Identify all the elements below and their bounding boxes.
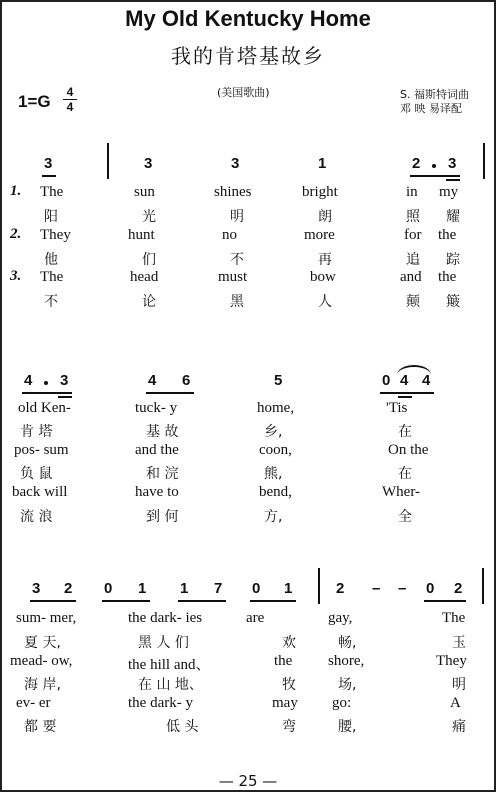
lyric: They	[40, 227, 71, 243]
lyric: ev- er	[16, 695, 51, 711]
lyric-cn: 畅,	[338, 635, 357, 651]
lyric-cn: 弯	[282, 719, 296, 735]
note: 3	[32, 580, 41, 597]
lyric-cn: 场,	[338, 677, 357, 693]
barline	[318, 568, 320, 604]
time-signature	[63, 86, 77, 113]
note-dash: –	[372, 580, 381, 597]
note: 2	[64, 580, 73, 597]
note: 3	[144, 155, 153, 172]
lyric-cn: 光	[142, 209, 156, 225]
lyric-cn: 和 浣	[146, 466, 179, 482]
lyric: old Ken-	[18, 400, 71, 416]
lyric-cn: 欢	[282, 635, 296, 651]
lyric: gay,	[328, 610, 353, 626]
title-english: My Old Kentucky Home	[125, 6, 371, 31]
time-sig-top: 4	[66, 85, 74, 99]
note: 5	[274, 372, 283, 389]
lyric-cn: 方,	[264, 509, 283, 525]
lyric: head	[130, 269, 159, 285]
lyric: pos- sum	[14, 442, 69, 458]
lyric-cn: 全	[398, 509, 412, 525]
note-underline	[424, 600, 466, 602]
note: 4	[24, 372, 33, 389]
note: 2	[454, 580, 463, 597]
barline	[482, 568, 484, 604]
lyric: bow	[310, 269, 336, 285]
lyric: and the	[135, 442, 179, 458]
lyric: for	[404, 227, 422, 243]
lyric-cn: 追	[406, 252, 420, 268]
lyric: bright	[302, 184, 338, 200]
verse-number: 2.	[10, 226, 22, 242]
credit-composer: S. 福斯特词曲	[400, 88, 469, 101]
lyric: the dark- ies	[128, 610, 203, 626]
note-underline	[58, 396, 72, 398]
lyric-cn: 论	[142, 294, 156, 310]
lyric: sum- mer,	[16, 610, 77, 626]
lyric-cn: 腰,	[338, 719, 357, 735]
note: 1	[180, 580, 189, 597]
note: 0	[252, 580, 261, 597]
note-underline	[30, 600, 76, 602]
lyric: the	[438, 227, 457, 243]
note-underline	[380, 392, 434, 394]
lyric: the	[274, 653, 293, 669]
lyric: The	[40, 184, 64, 200]
lyric: back will	[12, 484, 68, 500]
verse-number: 1.	[10, 183, 22, 199]
lyric: shore,	[328, 653, 365, 669]
lyric: and	[400, 269, 422, 285]
note-underline	[250, 600, 296, 602]
lyric: bend,	[259, 484, 292, 500]
lyric-cn: 不	[230, 252, 244, 268]
lyric: They	[436, 653, 467, 669]
lyric-cn: 黑	[230, 294, 244, 310]
lyric-cn: 基 故	[146, 424, 179, 440]
lyric-cn: 耀	[446, 209, 460, 225]
lyric: no	[222, 227, 237, 243]
lyric: On the	[388, 442, 429, 458]
barline	[107, 143, 109, 179]
lyric-cn: 海 岸,	[24, 677, 61, 693]
lyric: my	[439, 184, 459, 200]
note: 3	[44, 155, 53, 172]
note: 2	[336, 580, 345, 597]
page-number: — 25 —	[218, 772, 278, 790]
note: 4	[400, 372, 409, 389]
lyric-cn: 黑 人 们	[138, 635, 189, 651]
lyric-cn: 痛	[452, 719, 466, 735]
note: 3	[60, 372, 69, 389]
lyric: The	[40, 269, 64, 285]
note: 1	[138, 580, 147, 597]
lyric: coon,	[259, 442, 292, 458]
lyric-cn: 在	[398, 424, 412, 440]
note-underline	[102, 600, 150, 602]
time-sig-bottom: 4	[66, 100, 74, 114]
credits	[400, 88, 469, 116]
lyric: 'Tis	[386, 400, 408, 416]
lyric: the	[438, 269, 457, 285]
lyric: in	[406, 184, 418, 200]
lyric-cn: 不	[44, 294, 58, 310]
lyric-cn: 人	[318, 294, 332, 310]
lyric-cn: 再	[318, 252, 332, 268]
lyric: go:	[332, 695, 352, 711]
lyric-cn: 在	[398, 466, 412, 482]
lyric-cn: 到 何	[146, 509, 179, 525]
lyric-cn: 都 要	[24, 719, 57, 735]
dotted-note-dot	[44, 381, 48, 385]
lyric-cn: 低 头	[166, 719, 199, 735]
lyric-cn: 踪	[446, 252, 460, 268]
note-underline	[410, 175, 460, 177]
note: 4	[148, 372, 157, 389]
lyric: hunt	[128, 227, 155, 243]
barline	[483, 143, 485, 179]
note: 7	[214, 580, 223, 597]
note: 6	[182, 372, 191, 389]
title-chinese: 我的肯塔基故乡	[171, 44, 325, 68]
key-signature: 1=G	[18, 92, 51, 111]
lyric: the hill and、	[128, 657, 211, 673]
lyric-cn: 熊,	[264, 466, 283, 482]
lyric: have to	[135, 484, 179, 500]
note-dash: –	[398, 580, 407, 597]
dotted-note-dot	[432, 164, 436, 168]
subtitle: (美国歌曲)	[217, 86, 270, 99]
lyric: must	[218, 269, 248, 285]
note-underline	[178, 600, 226, 602]
lyric-cn: 他	[44, 252, 58, 268]
lyric: may	[272, 695, 298, 711]
lyric: mead- ow,	[10, 653, 73, 669]
lyric-cn: 牧	[282, 677, 296, 693]
note: 0	[382, 372, 391, 389]
note: 1	[284, 580, 293, 597]
lyric: tuck- y	[135, 400, 178, 416]
lyric: A	[450, 695, 461, 711]
credit-translator: 邓 映 易译配	[400, 102, 462, 115]
note: 0	[426, 580, 435, 597]
note: 0	[104, 580, 113, 597]
note: 4	[422, 372, 431, 389]
lyric-cn: 明	[230, 209, 244, 225]
note: 3	[448, 155, 457, 172]
lyric-cn: 在 山 地、	[138, 677, 203, 693]
note: 2	[412, 155, 421, 172]
lyric: sun	[134, 184, 155, 200]
lyric: more	[304, 227, 335, 243]
verse-number: 3.	[10, 268, 22, 284]
lyric-cn: 流 浪	[20, 509, 53, 525]
note-underline	[22, 392, 72, 394]
note-underline	[446, 179, 460, 181]
lyric-cn: 照	[406, 209, 420, 225]
note: 3	[231, 155, 240, 172]
lyric-cn: 夏 天,	[24, 635, 61, 651]
lyric-cn: 负 鼠	[20, 466, 53, 482]
lyric: The	[442, 610, 466, 626]
note-underline	[398, 396, 412, 398]
lyric: are	[246, 610, 265, 626]
lyric-cn: 明	[452, 677, 466, 693]
lyric-cn: 乡,	[264, 424, 283, 440]
lyric-cn: 簸	[446, 294, 460, 310]
lyric-cn: 玉	[452, 635, 466, 651]
lyric-cn: 朗	[318, 209, 332, 225]
lyric-cn: 肯 塔	[20, 424, 53, 440]
lyric-cn: 阳	[44, 209, 58, 225]
lyric: home,	[257, 400, 295, 416]
lyric-cn: 们	[142, 252, 156, 268]
lyric: Wher-	[382, 484, 421, 500]
note: 1	[318, 155, 327, 172]
lyric: shines	[214, 184, 252, 200]
lyric-cn: 颠	[406, 294, 420, 310]
note-underline	[146, 392, 194, 394]
note-underline	[42, 175, 56, 177]
lyric: the dark- y	[128, 695, 193, 711]
